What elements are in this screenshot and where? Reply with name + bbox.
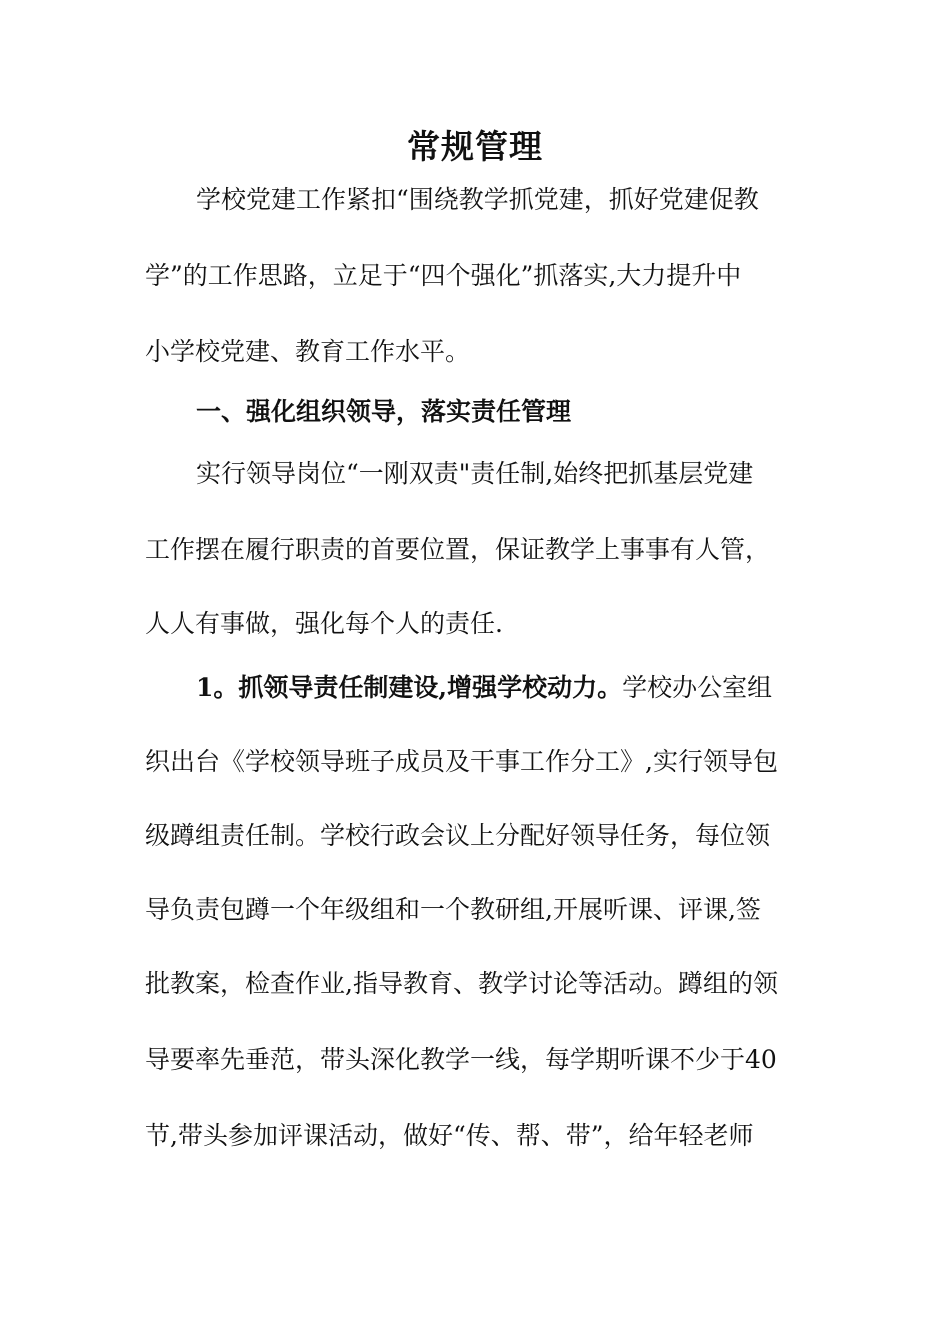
item-1-line-7: 节,带头参加评课活动，做好“传、帮、带”，给年轻老师 <box>145 1121 754 1150</box>
item-1-line-6: 导要率先垂范，带头深化教学一线，每学期听课不少于40 <box>145 1045 777 1074</box>
intro-line-2: 学”的工作思路，立足于“四个强化”抓落实,大力提升中 <box>145 261 742 290</box>
intro-line-3: 小学校党建、教育工作水平。 <box>145 337 471 366</box>
section-heading: 一、强化组织领导，落实责任管理 <box>196 397 572 426</box>
item-1-line-3: 级蹲组责任制。学校行政会议上分配好领导任务，每位领 <box>145 821 771 850</box>
item-1-lead-rest: 学校办公室组 <box>622 673 773 702</box>
item-1-line-4: 导负责包蹲一个年级组和一个教研组,开展听课、评课,签 <box>145 895 761 924</box>
section-text-line-2: 工作摆在履行职责的首要位置，保证教学上事事有人管， <box>145 535 771 564</box>
item-1-bold-lead: 1。抓领导责任制建设,增强学校动力。 <box>196 673 623 702</box>
intro-line-1: 学校党建工作紧扣“围绕教学抓党建，抓好党建促教 <box>196 185 759 214</box>
document-title: 常规管理 <box>407 127 543 166</box>
item-1-first-line <box>196 668 772 708</box>
section-text-line-1: 实行领导岗位“一刚双责"责任制,始终把抓基层党建 <box>196 459 754 488</box>
section-text-line-3: 人人有事做，强化每个人的责任. <box>145 609 503 638</box>
item-1-line-5: 批教案，检查作业,指导教育、教学讨论等活动。蹲组的领 <box>145 969 778 998</box>
item-1-line-2: 织出台《学校领导班子成员及干事工作分工》,实行领导包 <box>145 747 778 776</box>
